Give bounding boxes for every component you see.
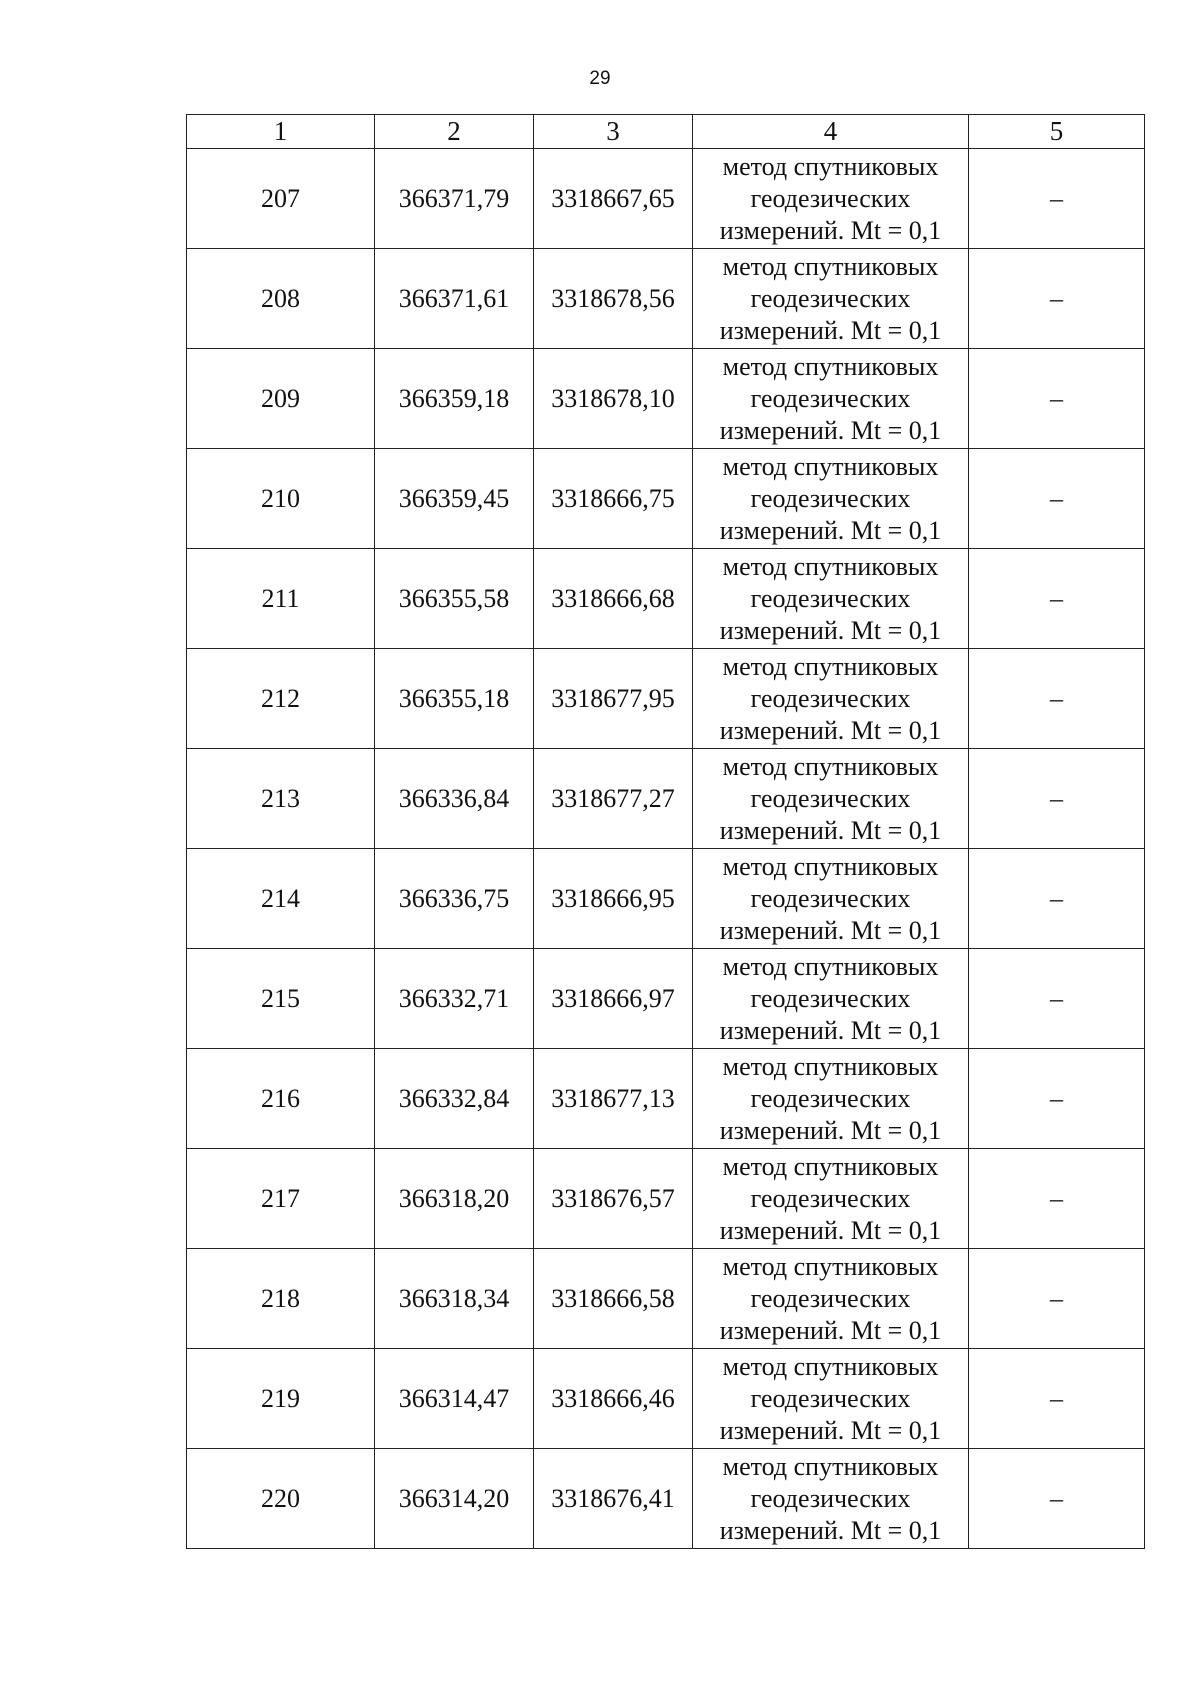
point-number-cell: 208 — [187, 249, 375, 349]
table-row — [187, 149, 1145, 249]
method-line: измерений. Mt = 0,1 — [719, 215, 942, 245]
method-line: измерений. Mt = 0,1 — [719, 1515, 942, 1545]
y-coordinate-cell: 3318676,57 — [534, 1149, 693, 1249]
table-row — [187, 1149, 1145, 1249]
x-coordinate-cell: 366318,34 — [375, 1249, 534, 1349]
method-line: измерений. Mt = 0,1 — [719, 415, 942, 445]
method-line: измерений. Mt = 0,1 — [719, 815, 942, 845]
table-row — [187, 1049, 1145, 1149]
y-coordinate-cell: 3318666,75 — [534, 449, 693, 549]
page-number: 29 — [589, 68, 611, 89]
method-cell — [693, 549, 969, 649]
method-cell — [693, 849, 969, 949]
method-line: геодезических — [750, 983, 911, 1013]
method-cell — [693, 649, 969, 749]
method-line: геодезических — [750, 483, 911, 513]
x-coordinate-cell: 366332,71 — [375, 949, 534, 1049]
y-coordinate-cell: 3318666,95 — [534, 849, 693, 949]
point-number-cell: 210 — [187, 449, 375, 549]
note-cell: – — [969, 1349, 1145, 1449]
note-cell: – — [969, 1149, 1145, 1249]
method-cell — [693, 1249, 969, 1349]
method-line: измерений. Mt = 0,1 — [719, 915, 942, 945]
point-number-cell: 216 — [187, 1049, 375, 1149]
note-cell: – — [969, 449, 1145, 549]
method-line: измерений. Mt = 0,1 — [719, 1415, 942, 1445]
table-row — [187, 949, 1145, 1049]
method-cell — [693, 749, 969, 849]
note-cell: – — [969, 1449, 1145, 1549]
note-cell: – — [969, 249, 1145, 349]
method-line: измерений. Mt = 0,1 — [719, 1215, 942, 1245]
column-header-4: 4 — [693, 115, 969, 149]
method-line: метод спутниковых — [722, 451, 939, 481]
table-row — [187, 749, 1145, 849]
x-coordinate-cell: 366336,84 — [375, 749, 534, 849]
method-cell — [693, 1149, 969, 1249]
table-row — [187, 249, 1145, 349]
y-coordinate-cell: 3318666,68 — [534, 549, 693, 649]
column-header-3: 3 — [534, 115, 693, 149]
point-number-cell: 209 — [187, 349, 375, 449]
method-cell — [693, 1449, 969, 1549]
method-line: геодезических — [750, 1283, 911, 1313]
column-header-2: 2 — [375, 115, 534, 149]
x-coordinate-cell: 366359,45 — [375, 449, 534, 549]
note-cell: – — [969, 849, 1145, 949]
x-coordinate-cell: 366355,58 — [375, 549, 534, 649]
note-cell: – — [969, 949, 1145, 1049]
method-line: измерений. Mt = 0,1 — [719, 1015, 942, 1045]
table-row — [187, 1249, 1145, 1349]
method-line: геодезических — [750, 783, 911, 813]
method-line: измерений. Mt = 0,1 — [719, 715, 942, 745]
x-coordinate-cell: 366371,79 — [375, 149, 534, 249]
table-row — [187, 649, 1145, 749]
table-row — [187, 349, 1145, 449]
method-line: геодезических — [750, 183, 911, 213]
table-row — [187, 549, 1145, 649]
x-coordinate-cell: 366359,18 — [375, 349, 534, 449]
y-coordinate-cell: 3318676,41 — [534, 1449, 693, 1549]
method-line: геодезических — [750, 1483, 911, 1513]
method-line: метод спутниковых — [722, 151, 939, 181]
method-line: геодезических — [750, 1083, 911, 1113]
x-coordinate-cell: 366336,75 — [375, 849, 534, 949]
method-cell — [693, 249, 969, 349]
method-line: геодезических — [750, 583, 911, 613]
x-coordinate-cell: 366355,18 — [375, 649, 534, 749]
method-line: метод спутниковых — [722, 1451, 939, 1481]
method-line: геодезических — [750, 883, 911, 913]
point-number-cell: 207 — [187, 149, 375, 249]
y-coordinate-cell: 3318666,58 — [534, 1249, 693, 1349]
y-coordinate-cell: 3318677,95 — [534, 649, 693, 749]
table-row — [187, 849, 1145, 949]
x-coordinate-cell: 366332,84 — [375, 1049, 534, 1149]
y-coordinate-cell: 3318667,65 — [534, 149, 693, 249]
note-cell: – — [969, 1249, 1145, 1349]
method-cell — [693, 449, 969, 549]
method-line: геодезических — [750, 383, 911, 413]
method-line: метод спутниковых — [722, 351, 939, 381]
x-coordinate-cell: 366314,47 — [375, 1349, 534, 1449]
note-cell: – — [969, 1049, 1145, 1149]
column-header-5: 5 — [969, 115, 1145, 149]
table-row — [187, 449, 1145, 549]
method-cell — [693, 1349, 969, 1449]
point-number-cell: 217 — [187, 1149, 375, 1249]
method-line: измерений. Mt = 0,1 — [719, 515, 942, 545]
y-coordinate-cell: 3318678,10 — [534, 349, 693, 449]
point-number-cell: 220 — [187, 1449, 375, 1549]
method-line: метод спутниковых — [722, 251, 939, 281]
method-line: метод спутниковых — [722, 551, 939, 581]
table-row — [187, 1349, 1145, 1449]
method-line: метод спутниковых — [722, 1151, 939, 1181]
note-cell: – — [969, 749, 1145, 849]
method-cell — [693, 149, 969, 249]
column-header-1: 1 — [187, 115, 375, 149]
method-cell — [693, 349, 969, 449]
y-coordinate-cell: 3318677,13 — [534, 1049, 693, 1149]
point-number-cell: 218 — [187, 1249, 375, 1349]
x-coordinate-cell: 366371,61 — [375, 249, 534, 349]
method-cell — [693, 949, 969, 1049]
method-line: геодезических — [750, 283, 911, 313]
method-line: измерений. Mt = 0,1 — [719, 315, 942, 345]
point-number-cell: 212 — [187, 649, 375, 749]
note-cell: – — [969, 349, 1145, 449]
method-line: метод спутниковых — [722, 1251, 939, 1281]
method-line: геодезических — [750, 1383, 911, 1413]
method-line: метод спутниковых — [722, 651, 939, 681]
y-coordinate-cell: 3318666,46 — [534, 1349, 693, 1449]
point-number-cell: 213 — [187, 749, 375, 849]
method-line: геодезических — [750, 683, 911, 713]
method-cell — [693, 1049, 969, 1149]
x-coordinate-cell: 366318,20 — [375, 1149, 534, 1249]
method-line: метод спутниковых — [722, 851, 939, 881]
method-line: метод спутниковых — [722, 1051, 939, 1081]
method-line: метод спутниковых — [722, 1351, 939, 1381]
note-cell: – — [969, 149, 1145, 249]
note-cell: – — [969, 549, 1145, 649]
note-cell: – — [969, 649, 1145, 749]
point-number-cell: 219 — [187, 1349, 375, 1449]
y-coordinate-cell: 3318666,97 — [534, 949, 693, 1049]
table-row — [187, 1449, 1145, 1549]
y-coordinate-cell: 3318678,56 — [534, 249, 693, 349]
y-coordinate-cell: 3318677,27 — [534, 749, 693, 849]
method-line: измерений. Mt = 0,1 — [719, 615, 942, 645]
point-number-cell: 211 — [187, 549, 375, 649]
method-line: метод спутниковых — [722, 951, 939, 981]
point-number-cell: 214 — [187, 849, 375, 949]
x-coordinate-cell: 366314,20 — [375, 1449, 534, 1549]
coordinates-table — [186, 114, 1145, 1549]
method-line: геодезических — [750, 1183, 911, 1213]
table-header-row — [187, 115, 1145, 149]
method-line: измерений. Mt = 0,1 — [719, 1115, 942, 1145]
method-line: метод спутниковых — [722, 751, 939, 781]
method-line: измерений. Mt = 0,1 — [719, 1315, 942, 1345]
point-number-cell: 215 — [187, 949, 375, 1049]
